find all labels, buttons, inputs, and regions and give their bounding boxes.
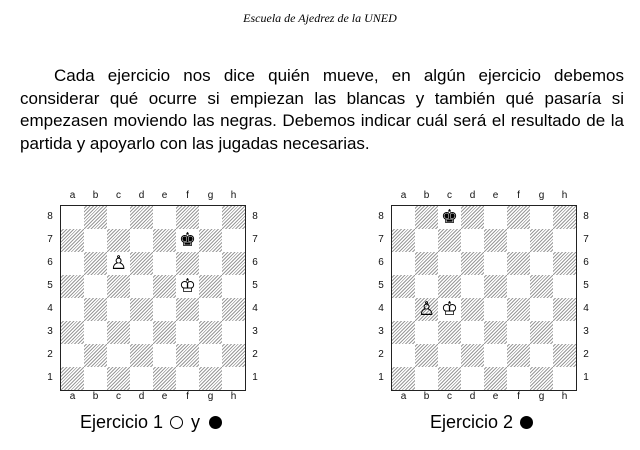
square-a8 <box>392 206 415 229</box>
rank-label-left: 1 <box>47 372 53 383</box>
square-h3 <box>222 321 245 344</box>
exercise-caption-2 <box>430 412 533 433</box>
square-g8 <box>199 206 222 229</box>
square-d1 <box>130 367 153 390</box>
square-d7 <box>461 229 484 252</box>
page-header: Escuela de Ajedrez de la UNED <box>243 11 397 25</box>
rank-label-left: 4 <box>47 303 53 314</box>
square-g2 <box>530 344 553 367</box>
square-e3 <box>484 321 507 344</box>
square-a7 <box>61 229 84 252</box>
file-label-top: c <box>116 190 121 201</box>
file-label-top: d <box>138 190 145 201</box>
square-a6 <box>392 252 415 275</box>
square-g3 <box>530 321 553 344</box>
square-d5 <box>130 275 153 298</box>
square-f4 <box>507 298 530 321</box>
square-b7 <box>415 229 438 252</box>
square-b6 <box>84 252 107 275</box>
file-label-bottom: h <box>230 391 237 402</box>
square-f1 <box>507 367 530 390</box>
square-h2 <box>553 344 576 367</box>
file-label-bottom: h <box>561 391 568 402</box>
black-king-icon: ♚ <box>440 206 459 228</box>
file-label-bottom: d <box>469 391 476 402</box>
rank-label-left: 2 <box>47 349 53 360</box>
rank-label-right: 8 <box>583 211 589 222</box>
square-c7 <box>438 229 461 252</box>
file-label-bottom: f <box>186 391 189 402</box>
file-label-bottom: g <box>538 391 545 402</box>
square-b5 <box>415 275 438 298</box>
square-g5 <box>199 275 222 298</box>
square-h4 <box>553 298 576 321</box>
file-label-top: c <box>447 190 452 201</box>
square-c7 <box>107 229 130 252</box>
square-f2 <box>507 344 530 367</box>
file-label-top: a <box>69 190 76 201</box>
square-f4 <box>176 298 199 321</box>
file-label-top: g <box>538 190 545 201</box>
rank-label-right: 4 <box>583 303 589 314</box>
rank-label-left: 6 <box>378 257 384 268</box>
square-c2 <box>107 344 130 367</box>
square-b2 <box>84 344 107 367</box>
black-to-move-icon <box>209 416 222 429</box>
chessboard-1 <box>60 205 246 391</box>
square-e2 <box>153 344 176 367</box>
rank-label-left: 1 <box>378 372 384 383</box>
square-d7 <box>130 229 153 252</box>
square-d8 <box>130 206 153 229</box>
square-a7 <box>392 229 415 252</box>
square-f3 <box>176 321 199 344</box>
rank-label-right: 7 <box>252 234 258 245</box>
square-g5 <box>530 275 553 298</box>
rank-label-right: 1 <box>583 372 589 383</box>
square-b3 <box>415 321 438 344</box>
square-e7 <box>153 229 176 252</box>
rank-label-left: 7 <box>378 234 384 245</box>
square-f8 <box>176 206 199 229</box>
file-label-bottom: a <box>400 391 407 402</box>
square-g7 <box>199 229 222 252</box>
square-e6 <box>153 252 176 275</box>
square-a2 <box>61 344 84 367</box>
square-e5 <box>484 275 507 298</box>
rank-label-left: 8 <box>47 211 53 222</box>
file-label-top: e <box>492 190 499 201</box>
square-h1 <box>222 367 245 390</box>
square-g8 <box>530 206 553 229</box>
rank-label-left: 3 <box>47 326 53 337</box>
black-to-move-icon <box>520 416 533 429</box>
rank-label-right: 8 <box>252 211 258 222</box>
rank-label-left: 5 <box>47 280 53 291</box>
square-c8 <box>107 206 130 229</box>
square-e1 <box>484 367 507 390</box>
square-a1 <box>61 367 84 390</box>
rank-label-right: 5 <box>252 280 258 291</box>
square-d5 <box>461 275 484 298</box>
rank-label-left: 3 <box>378 326 384 337</box>
square-b4 <box>84 298 107 321</box>
rank-label-right: 2 <box>583 349 589 360</box>
rank-label-left: 8 <box>378 211 384 222</box>
square-b6 <box>415 252 438 275</box>
file-label-top: f <box>517 190 520 201</box>
square-a5 <box>61 275 84 298</box>
rank-label-left: 4 <box>378 303 384 314</box>
square-e8 <box>484 206 507 229</box>
square-a1 <box>392 367 415 390</box>
square-e8 <box>153 206 176 229</box>
square-d4 <box>461 298 484 321</box>
square-d3 <box>130 321 153 344</box>
file-label-bottom: c <box>116 391 121 402</box>
square-e6 <box>484 252 507 275</box>
square-f7 <box>507 229 530 252</box>
square-g7 <box>530 229 553 252</box>
square-f5 <box>507 275 530 298</box>
square-g6 <box>530 252 553 275</box>
rank-label-right: 2 <box>252 349 258 360</box>
square-h7 <box>553 229 576 252</box>
rank-label-right: 7 <box>583 234 589 245</box>
square-h1 <box>553 367 576 390</box>
file-label-bottom: f <box>517 391 520 402</box>
square-f6 <box>176 252 199 275</box>
intro-paragraph: Cada ejercicio nos dice quién mueve, en algún ejercicio debemos considerar qué ocurre si empiezan las blancas y también qué pasaría si empezasen moviendo las negras. Debemos indicar cuál será el resultado de la partida y apoyarlo con las jugadas necesarias. <box>20 66 624 153</box>
square-h5 <box>553 275 576 298</box>
square-a6 <box>61 252 84 275</box>
square-b8 <box>84 206 107 229</box>
white-to-move-icon <box>170 416 183 429</box>
rank-label-left: 7 <box>47 234 53 245</box>
file-label-bottom: e <box>492 391 499 402</box>
square-b8 <box>415 206 438 229</box>
square-h6 <box>222 252 245 275</box>
white-king-icon: ♔ <box>178 275 197 297</box>
square-d2 <box>130 344 153 367</box>
square-c1 <box>107 367 130 390</box>
file-label-top: b <box>92 190 99 201</box>
rank-label-left: 5 <box>378 280 384 291</box>
rank-label-right: 6 <box>252 257 258 268</box>
white-pawn-icon: ♙ <box>417 298 436 320</box>
square-g6 <box>199 252 222 275</box>
square-c2 <box>438 344 461 367</box>
square-b1 <box>84 367 107 390</box>
square-f6 <box>507 252 530 275</box>
square-b5 <box>84 275 107 298</box>
rank-label-right: 1 <box>252 372 258 383</box>
square-e2 <box>484 344 507 367</box>
square-f8 <box>507 206 530 229</box>
file-label-bottom: d <box>138 391 145 402</box>
black-king-icon: ♚ <box>178 229 197 251</box>
square-b3 <box>84 321 107 344</box>
square-g2 <box>199 344 222 367</box>
square-a5 <box>392 275 415 298</box>
file-label-top: h <box>230 190 237 201</box>
square-d2 <box>461 344 484 367</box>
square-g4 <box>530 298 553 321</box>
file-label-bottom: g <box>207 391 214 402</box>
rank-label-right: 5 <box>583 280 589 291</box>
square-h4 <box>222 298 245 321</box>
square-a3 <box>392 321 415 344</box>
square-g1 <box>199 367 222 390</box>
square-c1 <box>438 367 461 390</box>
white-king-icon: ♔ <box>440 298 459 320</box>
square-a2 <box>392 344 415 367</box>
square-f2 <box>176 344 199 367</box>
square-h2 <box>222 344 245 367</box>
square-c3 <box>438 321 461 344</box>
square-h8 <box>553 206 576 229</box>
square-c6 <box>438 252 461 275</box>
square-g4 <box>199 298 222 321</box>
square-f3 <box>507 321 530 344</box>
rank-label-left: 2 <box>378 349 384 360</box>
file-label-top: a <box>400 190 407 201</box>
square-h8 <box>222 206 245 229</box>
square-c4 <box>107 298 130 321</box>
square-a4 <box>61 298 84 321</box>
square-a8 <box>61 206 84 229</box>
square-h6 <box>553 252 576 275</box>
square-h7 <box>222 229 245 252</box>
file-label-bottom: c <box>447 391 452 402</box>
file-label-bottom: e <box>161 391 168 402</box>
square-e3 <box>153 321 176 344</box>
square-e4 <box>484 298 507 321</box>
square-h5 <box>222 275 245 298</box>
square-b7 <box>84 229 107 252</box>
square-e4 <box>153 298 176 321</box>
square-e1 <box>153 367 176 390</box>
square-c5 <box>438 275 461 298</box>
file-label-bottom: a <box>69 391 76 402</box>
square-a4 <box>392 298 415 321</box>
square-c3 <box>107 321 130 344</box>
square-e7 <box>484 229 507 252</box>
exercise-caption-1 <box>80 412 222 433</box>
exercise-title: Ejercicio 1 <box>80 412 164 432</box>
square-g3 <box>199 321 222 344</box>
file-label-bottom: b <box>423 391 430 402</box>
square-f1 <box>176 367 199 390</box>
square-g1 <box>530 367 553 390</box>
file-label-top: d <box>469 190 476 201</box>
square-b2 <box>415 344 438 367</box>
square-a3 <box>61 321 84 344</box>
square-b1 <box>415 367 438 390</box>
exercise-title: Ejercicio 2 <box>430 412 514 432</box>
caption-conjunction: y <box>191 412 201 432</box>
file-label-top: h <box>561 190 568 201</box>
file-label-top: b <box>423 190 430 201</box>
square-e5 <box>153 275 176 298</box>
file-label-top: f <box>186 190 189 201</box>
square-d1 <box>461 367 484 390</box>
file-label-bottom: b <box>92 391 99 402</box>
white-pawn-icon: ♙ <box>109 252 128 274</box>
square-d6 <box>461 252 484 275</box>
file-label-top: e <box>161 190 168 201</box>
square-d6 <box>130 252 153 275</box>
square-d3 <box>461 321 484 344</box>
rank-label-right: 6 <box>583 257 589 268</box>
rank-label-right: 4 <box>252 303 258 314</box>
rank-label-left: 6 <box>47 257 53 268</box>
square-h3 <box>553 321 576 344</box>
square-d4 <box>130 298 153 321</box>
square-d8 <box>461 206 484 229</box>
square-c5 <box>107 275 130 298</box>
rank-label-right: 3 <box>583 326 589 337</box>
file-label-top: g <box>207 190 214 201</box>
rank-label-right: 3 <box>252 326 258 337</box>
